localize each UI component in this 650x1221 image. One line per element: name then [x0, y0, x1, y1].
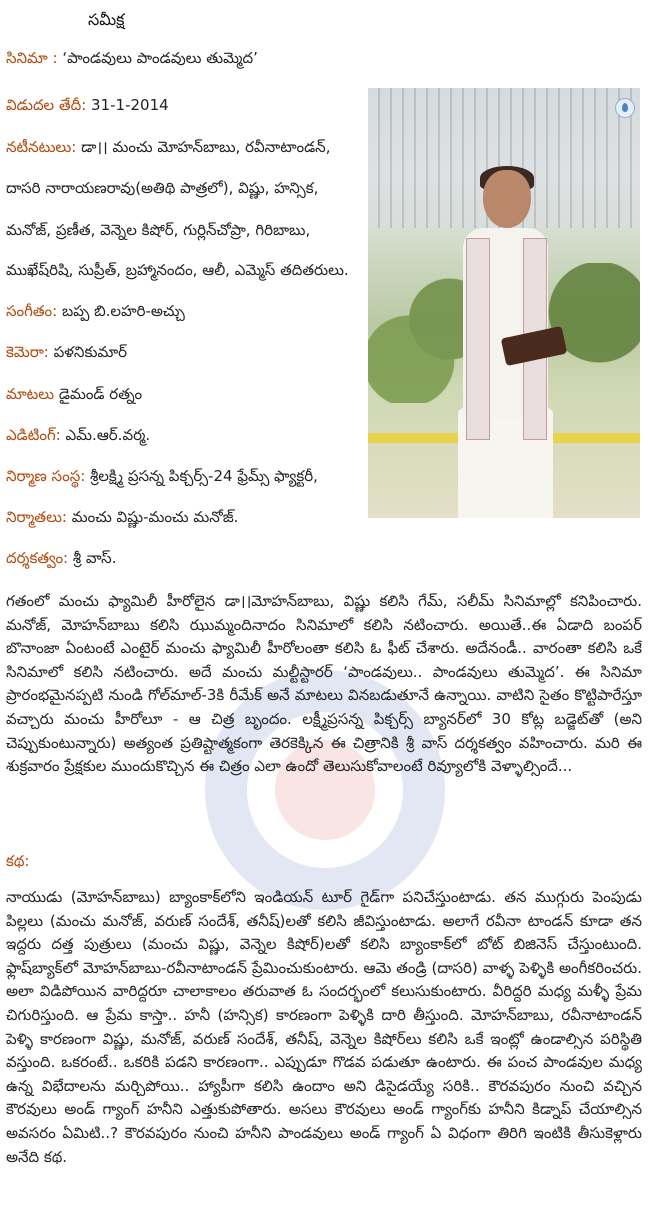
release-line — [6, 94, 169, 116]
photo-figure-head — [483, 170, 531, 228]
editing-value: ఎమ్.ఆర్.వర్మ. — [60, 426, 151, 444]
producers-line — [6, 506, 238, 528]
director-line — [6, 547, 116, 569]
movie-label: సినిమా : — [6, 49, 58, 67]
editing-line — [6, 424, 150, 446]
drop-logo-icon — [615, 98, 635, 118]
cast-line — [6, 136, 330, 158]
release-label: విడుదల తేదీ: — [6, 96, 87, 114]
production-label: నిర్మాణ సంస్థ: — [6, 467, 86, 485]
movie-still-photo — [368, 88, 640, 518]
music-line — [6, 300, 185, 322]
camera-value: పళనికుమార్ — [48, 343, 128, 361]
production-line — [6, 465, 318, 487]
movie-value: ‘పాండవులు పాండవులు తుమ్మెద’ — [57, 49, 258, 67]
producers-value: మంచు విష్ణు-మంచు మనోజ్. — [66, 508, 239, 526]
dialogues-value: డైమండ్ రత్నం — [54, 385, 143, 403]
music-value: బప్ప బి.లహరి-అచ్చు — [57, 302, 185, 320]
director-label: దర్శకత్వం: — [6, 549, 69, 567]
cast-label: నటీనటులు: — [6, 138, 77, 156]
review-heading: సమీక్ష — [88, 10, 125, 29]
cast-line-1: డా।। మంచు మోహన్‌బాబు, రవీనాటాండన్, — [76, 138, 331, 156]
story-paragraph: నాయుడు (మోహన్‌బాబు) బ్యాంకాక్‌లోని ఇండియన్ టూర్ గైడ్‌గా పనిచేస్తుంటాడు. తన ముగ్గురు పెంపుడు పిల్లలు (మంచు మనోజ్, వరుణ్ సందేశ్, తనీష్)లతో కలిసి జీవిస్తుంటాడు. అలాగే రవీనా టాండన్ కూడా తన ఇద్దరు దత్త పుత్రులు (మంచు విష్ణు, వెన్నెల కిషోర్)లతో కలిసి బ్యాంకాక్‌లో బోట్ బిజినెస్ చేస్తుంటుంది. ఫ్లాష్‌బ్యాక్‌లో మోహన్‌బాబు-రవీనాటాండన్ ప్రేమించుకుంటారు. ఆమె తండ్రి (దాసరి) వాళ్ళ పెళ్ళికి అంగీకరించరు. అలా విడిపోయిన వారిద్దరూ చాలాకాలం తరువాత ఓ సందర్భంలో కలుసుకుంటారు. వీరిద్దరి మధ్య మళ్ళీ ప్రేమ చిగురిస్తుంది. ఆ ప్రేమ కాస్తా.. హనీ (హన్సిక) కారణంగా పెళ్ళికి దారి తీస్తుంది. మోహన్‌బాబు, రవీనాటాండన్ పెళ్ళి కారణంగా విష్ణు, మనోజ్, వరుణ్ సందేశ్, తనీష్, వెన్నెల కిషోర్‌లు కలిసి ఒకే ఇంట్లో ఉండాల్సిన పరిస్థితి వస్తుంది. ఒకరంటే.. ఒకరికి పడని కారణంగా.. ఎప్పుడూ గొడవ పడుతూ ఉంటారు. ఈ పంచ పాండవుల మధ్య ఉన్న విభేదాలను మర్చిపోయి.. హ్యాపీగా కలిసి ఉందాం అని డిసైడయ్యే సరికి.. కౌరవపురం నుంచి వచ్చిన కౌరవులు అండ్ గ్యాంగ్ హనీని ఎత్తుకుపోతారు. అసలు కౌరవులు అండ్ గ్యాంగ్‌కు హనీని కిడ్నాప్ చేయాల్సిన అవసరం ఏమిటి..? కౌరవపురం నుంచి హనీని పాండవులు అండ్ గ్యాంగ్ ఏ విధంగా తిరిగి ఇంటికి తీసుకెళ్లారు అనేది కథ. — [6, 888, 642, 1166]
producers-label: నిర్మాతలు: — [6, 508, 67, 526]
movie-line — [6, 47, 258, 69]
camera-line — [6, 341, 127, 363]
cast-line-2: దాసరి నారాయణరావు(అతిథి పాత్రలో), విష్ణు, హన్సిక, — [6, 179, 319, 197]
dialogues-line — [6, 383, 142, 405]
editing-label: ఎడిటింగ్: — [6, 426, 61, 444]
cast-line-3: మనోజ్, ప్రణీత, వెన్నెల కిషోర్, గుర్లిన్‌చోప్రా, గిరిబాబు, — [6, 221, 311, 239]
review-intro-paragraph: గతంలో మంచు ఫ్యామిలీ హీరోలైన డా।।మోహన్‌బాబు, విష్ణు కలిసి గేమ్, సలీమ్ సినిమాల్లో కనిపించారు. మనోజ్, మోహన్‌బాబు కలిసి ఝుమ్మందినాదం సినిమాలో కలిసి నటించారు. అయితే..ఈ ఏడాది బంపర్ బొనాంజా ఏంటంటే ఎంటైర్ మంచు ఫ్యామిలీ హీరోలంతా కలిసి ఓ ఫీట్ చేశారు. అదేనండీ.. వారంతా కలిసి ఒకే సినిమాలో కలిసి నటించారు. అదే మంచు మల్టీస్టారర్ ‘పాండవులు.. పాండవులు తుమ్మెద’. ఈ సినిమా ప్రారంభమైనప్పటి నుండి గోల్‌మాల్-3కి రీమేక్ అనే మాటలు వినబడుతూనే ఉన్నాయి. వాటిని సైతం కొట్టిపారేస్తూ వచ్చారు మంచు హీరోలూ - ఆ చిత్ర బృందం. లక్ష్మీప్రసన్న పిక్చర్స్ బ్యానర్‌లో 30 కోట్ల బడ్జెట్‌తో (అని చెప్పుకుంటున్నారు) అత్యంత ప్రతిష్టాత్మకంగా తెరకెక్కిన ఈ చిత్రానికి శ్రీ వాస్ దర్శకత్వం వహించారు. మరి ఈ శుక్రవారం ప్రేక్షకుల ముందుకొచ్చిన ఈ చిత్రం ఎలా ఉందో తెలుసుకోవాలంటే రివ్యూలోకి వెళ్ళాల్సిందే... — [6, 592, 642, 776]
music-label: సంగీతం: — [6, 302, 58, 320]
camera-label: కెమెరా: — [6, 343, 49, 361]
photo-shawl-left — [466, 238, 490, 440]
director-value: శ్రీ వాస్. — [68, 549, 117, 567]
release-value: 31-1-2014 — [86, 96, 169, 114]
story-label: కథ: — [6, 852, 30, 870]
production-value: శ్రీలక్ష్మి ప్రసన్న పిక్చర్స్-24 ఫ్రేమ్స్ ఫ్యాక్టరీ, — [85, 467, 318, 485]
dialogues-label: మాటలు — [6, 385, 55, 403]
cast-line-4: ముఖేష్‌రిషి, సుప్రీత్, బ్రహ్మానందం, ఆలీ, ఎమ్మెస్ తదితరులు. — [6, 261, 349, 279]
